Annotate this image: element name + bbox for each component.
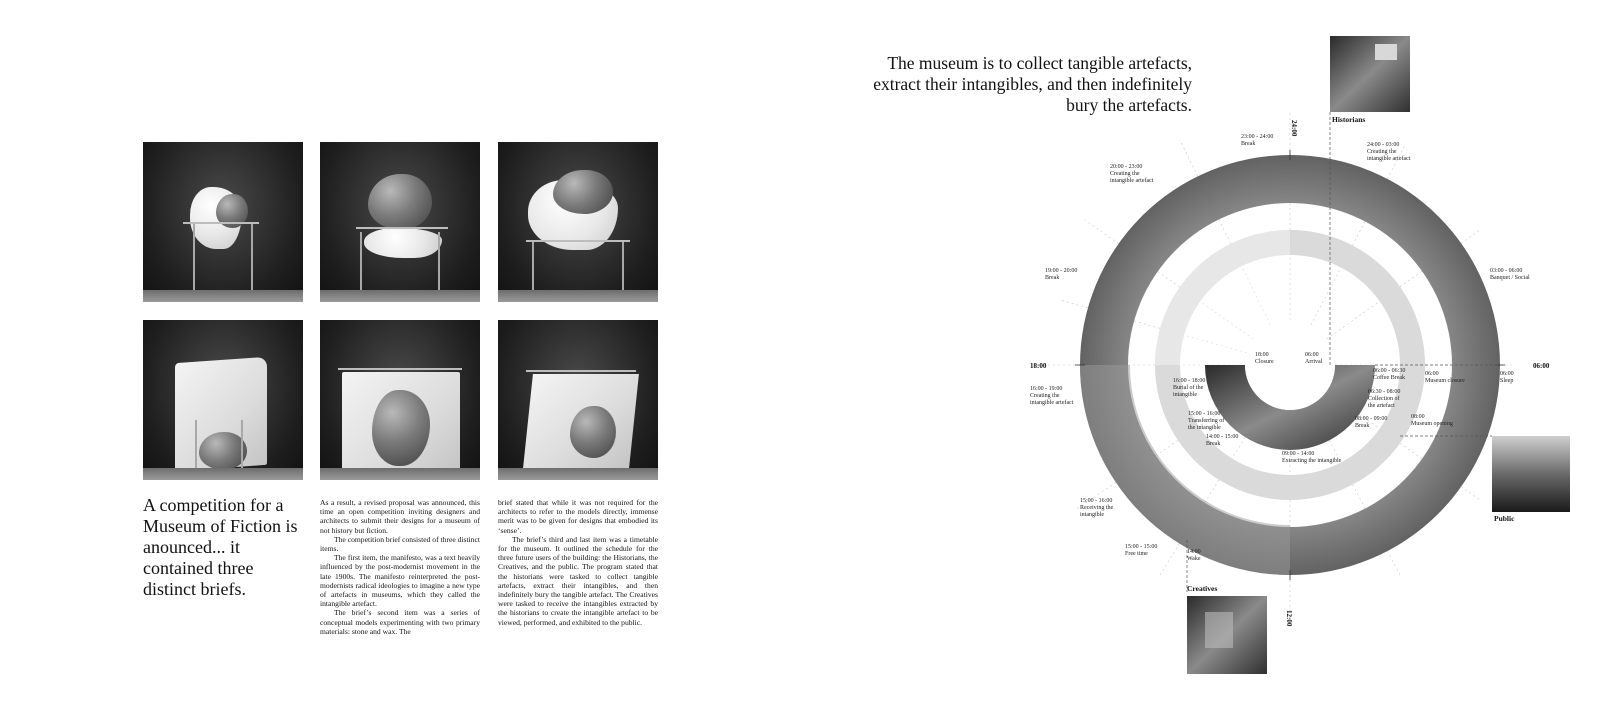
headline: A competition for a Museum of Fiction is anounced... it contained three distinct briefs. [143, 495, 298, 599]
label-time: 06:00 [1500, 371, 1514, 377]
label-time: 14:00 [1187, 549, 1201, 555]
svg-text:03:00 - 06:00Banquet / Social [1490, 268, 1530, 281]
label-time: 15:00 - 16:00 [1188, 411, 1221, 417]
paragraph: The brief’s third and last item was a timetable for the museum. It outlined the schedule for the three future users of the building: the Historians, the Creatives, and the public. The program stated that the historians were tasked to collect tangible artefacts, extract their intangibles, and then indefinitely bury the tangible artefact. The Creatives were tasked to receive the intangibles extracted by the historians to create the intangible artefact to be viewed, performed, and exhibited to the public. [498, 534, 658, 627]
label-time: 03:00 - 06:00 [1490, 268, 1523, 274]
label-text: Closure [1255, 359, 1274, 365]
creatives-label: Creatives [1187, 584, 1218, 593]
svg-text:23:00 - 24:00Break [1241, 134, 1273, 147]
paragraph: brief stated that while it was not required for the architects to refer to the models directly, immense merit was to be given for designs that embodied its ‘sense’. [498, 498, 658, 535]
label-text: intangible artefact [1110, 178, 1154, 184]
label-time: 16:00 - 19:00 [1030, 386, 1063, 392]
label-text: Sleep [1500, 378, 1514, 384]
svg-text:15:00 - 15:00Free time [1125, 544, 1157, 557]
label-time: 14:00 - 15:00 [1206, 434, 1239, 440]
label-text: Free time [1125, 551, 1148, 557]
label-text: Receiving the [1080, 505, 1114, 511]
svg-text:06:00 - 06:30Coffee Break [1373, 368, 1405, 381]
label-time: 24:00 - 03:00 [1367, 142, 1400, 148]
label-time: 06:00 - 06:30 [1373, 368, 1406, 374]
svg-text:09:00 - 14:00Extracting the in [1282, 451, 1342, 464]
label-text: Creating the [1030, 393, 1060, 399]
label-text: intangible [1173, 392, 1197, 398]
label-text: intangible artefact [1030, 400, 1074, 406]
label-text: Extracting the intangible [1282, 458, 1342, 464]
label-time: 19:00 - 20:00 [1045, 268, 1078, 274]
paragraph: The competition brief consisted of three distinct items. [320, 534, 480, 554]
label-text: Burial of the [1173, 385, 1204, 391]
svg-text:15:00 - 16:00Transferring ofth [1188, 411, 1224, 431]
svg-text:16:00 - 19:00Creating theintan [1030, 386, 1074, 406]
svg-text:06:00Sleep [1500, 371, 1514, 384]
paragraph: As a result, a revised proposal was announced, this time an open competition inviting designers and architects to submit their designs for a museum of not history but fiction. [320, 498, 480, 535]
svg-text:24:00 - 03:00Creating theintan [1367, 142, 1411, 162]
label-text: intangible [1080, 512, 1104, 518]
label-text: Break [1206, 441, 1221, 447]
label-text: Transferring of [1188, 418, 1225, 424]
label-time: 06:00 [1305, 352, 1319, 358]
hour-06: 06:00 [1533, 362, 1550, 370]
label-time: 06:00 [1425, 371, 1439, 377]
svg-text:19:00 - 20:00Break [1045, 268, 1077, 281]
label-time: 15:00 - 15:00 [1125, 544, 1158, 550]
label-text: Wake [1187, 556, 1201, 562]
label-time: 16:00 - 18:00 [1173, 378, 1206, 384]
svg-text:15:00 - 16:00Receiving theinta [1080, 498, 1113, 518]
hour-24: 24:00 [1290, 120, 1298, 137]
label-text: Banquet / Social [1490, 275, 1530, 281]
label-text: the intangible [1188, 425, 1221, 431]
label-time: 08:00 - 09:00 [1355, 416, 1388, 422]
label-text: Creating the [1367, 149, 1397, 155]
hour-12: 12:00 [1285, 610, 1293, 627]
label-text: Coffee Break [1373, 375, 1406, 381]
pull-quote: The museum is to collect tangible artefacts, extract their intangibles, and then indefinitely bury the artefacts. [873, 53, 1192, 115]
hour-18: 18:00 [1030, 362, 1047, 370]
paragraph: The first item, the manifesto, was a text heavily influenced by the post-modernist movement in the late 1900s. The manifesto reinterpreted the post-modernists radical ideologies to imagine a new type of artefacts in museums, which they called the intangible artefact. [320, 553, 480, 609]
svg-text:16:00 - 18:00Burial of theinta [1173, 378, 1205, 398]
label-time: 20:00 - 23:00 [1110, 164, 1143, 170]
public-label: Public [1494, 514, 1515, 523]
label-text: Collection of [1368, 396, 1400, 402]
label-text: the artefact [1368, 403, 1395, 409]
label-text: Creating the [1110, 171, 1140, 177]
svg-text:14:00 - 15:00Break [1206, 434, 1238, 447]
label-time: 18:00 [1255, 352, 1269, 358]
label-text: Arrival [1305, 359, 1323, 365]
label-text: Break [1045, 275, 1060, 281]
label-text: intangible artefact [1367, 156, 1411, 162]
creatives-thumbnail [1187, 584, 1267, 674]
svg-text:14:00Wake [1187, 549, 1201, 562]
historians-label: Historians [1332, 115, 1366, 124]
paragraph: The brief’s second item was a series of conceptual models experimenting with two primary materials: stone and wax. The [320, 608, 480, 636]
svg-text:20:00 - 23:00Creating theintan [1110, 164, 1154, 184]
label-text: Museum closure [1425, 378, 1465, 384]
label-time: 09:00 - 14:00 [1282, 451, 1315, 457]
historians-thumbnail [1330, 36, 1410, 124]
label-time: 06:30 - 08:00 [1368, 389, 1401, 395]
label-text: Museum opening [1411, 421, 1453, 427]
label-time: 23:00 - 24:00 [1241, 134, 1274, 140]
public-thumbnail [1492, 436, 1570, 523]
label-time: 08:00 [1411, 414, 1425, 420]
label-text: Break [1355, 423, 1370, 429]
label-time: 15:00 - 16:00 [1080, 498, 1113, 504]
label-text: Break [1241, 141, 1256, 147]
